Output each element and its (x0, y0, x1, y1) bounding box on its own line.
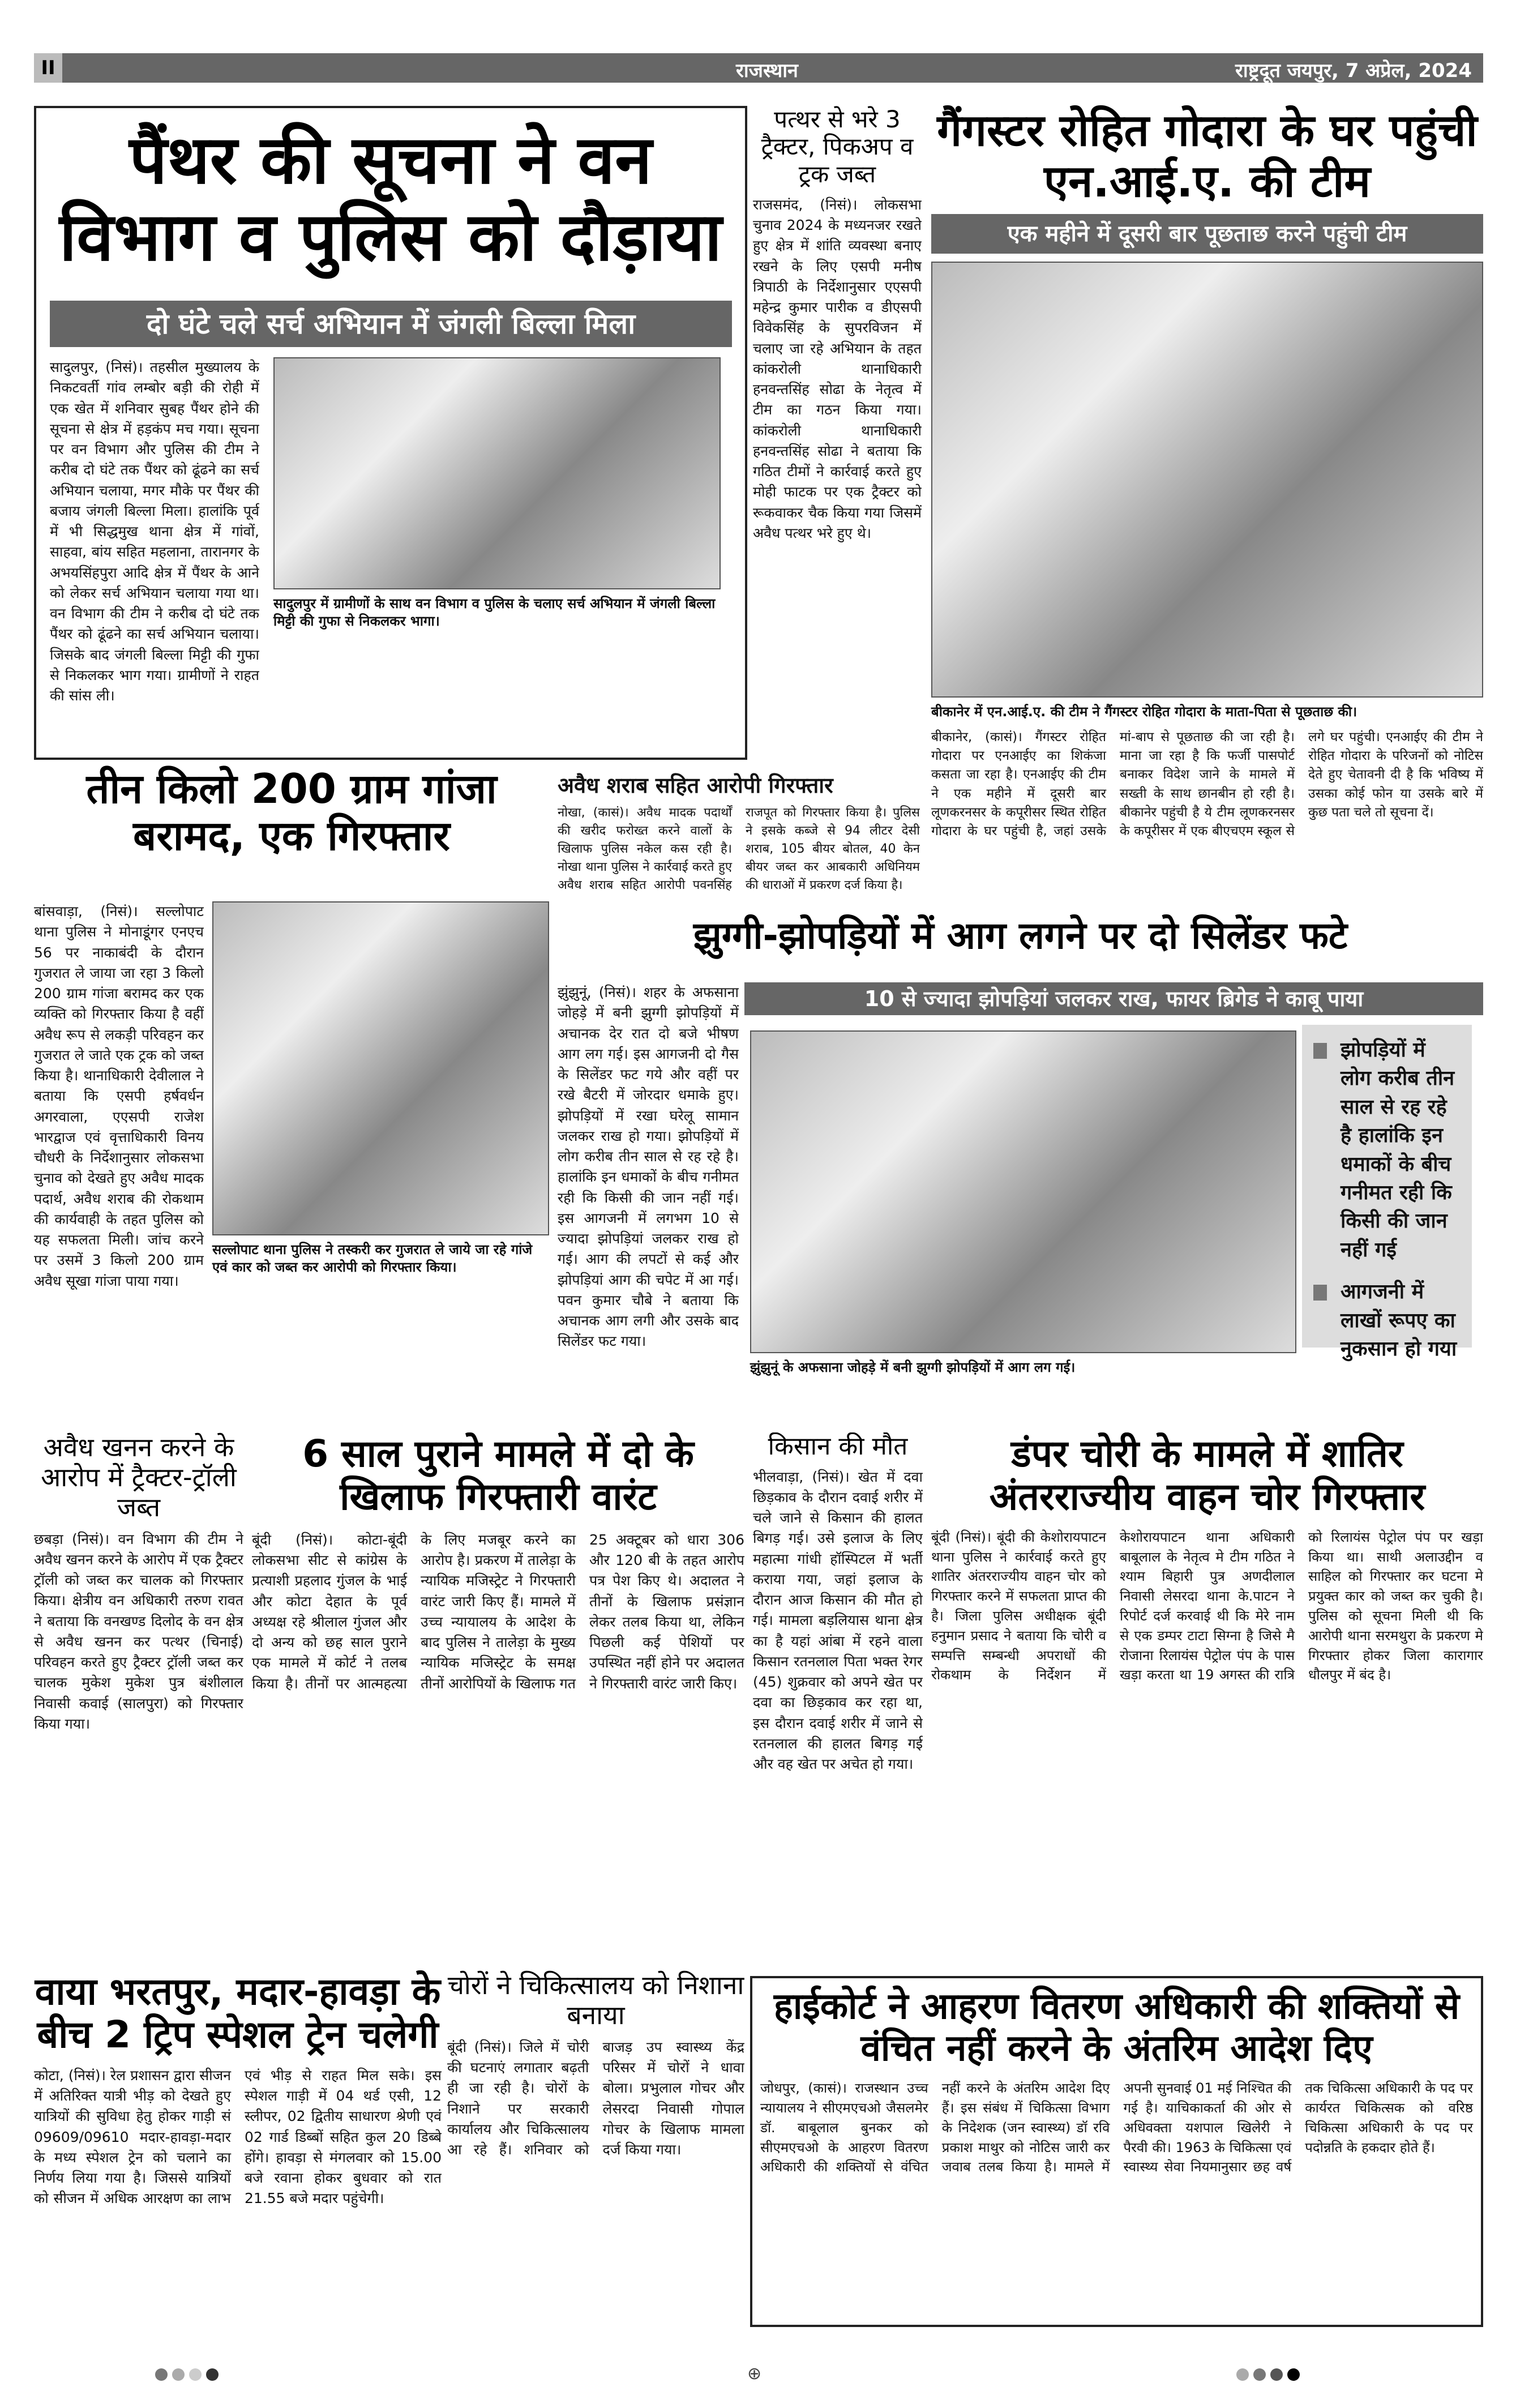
article-panther (34, 106, 747, 760)
article-text: सादुलपुर, (निसं)। तहसील मुख्यालय के निकटवर्ती गांव लम्बोर बड़ी की रोही में एक खेत में शनिवार सुबह पैंथर होने की सूचना से क्षेत्र में हड़कंप मच गया। सूचना पर वन विभाग और पुलिस की टीम ने करीब दो घंटे तक पैंथर को ढूंढने का सर्च अभियान चलाया, मगर मौके पर पैंथर की बजाय जंगली बिल्ला मिला। हालांकि पूर्व में भी सिद्धमुख थाना क्षेत्र में गांवों, साहवा, बांय सहित महलाना, तारानगर के अभयसिंहपुरा आदि क्षेत्र में पैंथर के आने को लेकर सर्च अभियान चलाया गया था। वन विभाग की टीम ने करीब दो घंटे तक पैंथर को ढूंढने का सर्च अभियान चलाया। जिसके बाद जंगली बिल्ला मिट्टी की गुफा से निकलकर भाग गया। ग्रामीणों ने राहत की सांस ली। (50, 359, 259, 704)
article-train (34, 1970, 442, 2327)
headline: पत्थर से भरे 3 ट्रैक्टर, पिकअप व ट्रक जब्त (761, 106, 914, 188)
photo-nia-team (931, 262, 1483, 698)
headline: अवैध खनन करने के आरोप में ट्रैक्टर-ट्रॉली जब्त (41, 1432, 237, 1522)
headline: हाईकोर्ट ने आहरण वितरण अधिकारी की शक्तियों से वंचित नहीं करने के अंतरिम आदेश दिए (773, 1986, 1460, 2069)
highlight-item: झोपड़ियों में लोग करीब तीन साल से रह रहे है हालांकि इन धमाकों के बीच गनीमत रही कि किसी की जान नहीं गई (1313, 1036, 1461, 1264)
article-text: झुंझुनूं, (निसं)। शहर के अफसाना जोहड़े में बनी झुग्गी झोपड़ियों में अचानक देर रात दो बजे भीषण आग लग गई। इस आगजनी दो गैस के सिलेंडर फट गये और वहीं पर रखे बैटरी में जोरदार धमाके हुए। झोपड़ियों में रखा घरेलू सामान जलकर राख हो गया। झोपड़ियों में लोग करीब तीन साल से रह रहे है। हालांकि इन धमाकों के बीच गनीमत रही कि किसी की जान नहीं गई। इस आगजनी में लगभग 10 से ज्यादा झोपड़ियां जलकर राख हो गई। आग की लपटों से कई और झोपड़ियां आग की चपेट में आ गई। पवन कुमार चौबे ने बताया कि अचानक आग लगी और उसके बाद सिलेंडर फट गया। (558, 984, 739, 1350)
page-header (34, 53, 1483, 83)
article-text: कोटा, (निसं)। रेल प्रशासन द्वारा सीजन में अतिरिक्त यात्री भीड़ को देखते हुए यात्रियों की सुविधा हेतु होकर गाड़ी सं 09609/09610 मदार-हावड़ा-मदार के मध्य स्पेशल ट्रेन को चलाने का निर्णय लिया गया है। जिससे यात्रियों को सीजन में अधिक आरक्षण का लाभ एवं भीड़ से राहत मिल सके। इस स्पेशल गाड़ी में 04 थर्ड एसी, 12 स्लीपर, 02 द्वितीय साधारण श्रेणी एवं 02 गार्ड डिब्बों सहित कुल 20 डिब्बे होंगे। हावड़ा से मंगलवार को 15.00 बजे रवाना होकर बुधवार को रात 21.55 बजे मदार पहुंचेगी। (34, 2067, 442, 2207)
headline: किसान की मौत (768, 1432, 908, 1461)
article-text: बूंदी (निसं)। बूंदी की केशोरायपाटन थाना पुलिस ने कार्रवाई करते हुए शातिर अंतरराज्यीय वाहन चोर को गिरफ्तार करने में सफलता प्राप्त की है। जिला पुलिस अधीक्षक बूंदी हनुमान प्रसाद ने बताया कि चोरी व सम्पत्ति सम्बन्धी अपराधों की रोकथाम के निर्देशन में केशोरायपाटन थाना अधिकारी बाबूलाल के नेतृत्व मे टीम गठित ने श्याम बिहारी पुत्र अणदीलाल निवासी लेसरदा थाना के.पाटन ने रिपोर्ट दर्ज करवाई थी कि मेरे नाम से एक डम्पर टाटा सिग्ना है जिसे मै रोजाना रिलायंस पेट्रोल पंप के पास खड़ा करता था 19 अगस्त की रात्रि को रिलायंस पेट्रोल पंप पर खड़ा किया था। साथी अलाउद्दीन व साहिल को गिरफ्तार कर घटना मे प्रयुक्त कार को जब्त कर चुकी है। पुलिस को सूचना मिली थी कि आरोपी थाना सरमथुरा के प्रकरण मे गिरफ्तार होकर जिला कारागार धौलपुर में बंद है। (931, 1529, 1483, 1683)
photo-arrest (212, 901, 549, 1235)
headline: तीन किलो 200 ग्राम गांजा बरामद, एक गिरफ्तार (86, 765, 497, 859)
subheadline: एक महीने में दूसरी बार पूछताछ करने पहुंची टीम (931, 214, 1483, 254)
headline: गैंगस्टर रोहित गोदारा के घर पहुंची एन.आई.ए. की टीम (937, 105, 1478, 207)
crosshair-icon: ⊕ (747, 2364, 762, 2384)
article-text: राजसमंद, (निसं)। लोकसभा चुनाव 2024 के मध्यनजर रखते हुए क्षेत्र में शांति व्यवस्था बनाए रखने के लिए एसपी मनीष त्रिपाठी के निर्देशानुसार एएसपी महेन्द्र कुमार पारीक व डीएसपी विवेकसिंह के सुपरविजन में चलाए जा रहे अभियान के तहत कांकरोली थानाधिकारी हनवन्तसिंह सोढा के नेतृत्व में टीम का गठन किया गया। कांकरोली थानाधिकारी हनवन्तसिंह सोढा ने बताया कि गठित टीमों ने कार्रवाई करते हुए मोही फाटक पर एक ट्रैक्टर को रूकवाकर चैक किया गया जिसमें अवैध पत्थर भरे हुए थे। (753, 196, 922, 541)
article-sharab (558, 770, 920, 912)
article-text: बीकानेर, (कासं)। गैंगस्टर रोहित गोदारा पर एनआईए का शिकंजा कसता जा रहा है। एनआईए की टीम ने एक महीने में दूसरी बार लूणकरनसर के कपूरीसर स्थित रोहित गोदारा के घर पहुंची है, जहां उसके मां-बाप से पूछताछ की जा रही है। माना जा रहा है कि फर्जी पासपोर्ट बनाकर विदेश जाने के मामले में सख्ती के साथ छानबीन हो रही है। बीकानेर पहुंची है ये टीम लूणकरनसर के कपूरीसर में एक बीएचएम स्कूल से लगे घर पहुंची। एनआईए की टीम ने रोहित गोदारा के परिजनों को नोटिस देते हुए चेतावनी दी है कि भविष्य में उसका कोई फोन या उसके बारे में कुछ पता चले तो सूचना दें। (931, 729, 1483, 839)
article-text: छबड़ा (निसं)। वन विभाग की टीम ने अवैध खनन करने के आरोप में एक ट्रैक्टर ट्रॉली को जब्त कर चालक को गिरफ्तार किया। क्षेत्रीय वन अधिकारी तरुण रावत ने बताया कि वनखण्ड दिलोद के वन क्षेत्र से अवैध खनन कर पत्थर (चिनाई) परिवहन करते हुए ट्रैक्टर ट्रॉली जब्त कर चालक मुकेश मुकेश पुत्र बंशीलाल निवासी कवाई (सालपुरा) को गिरफ्तार किया गया। (34, 1530, 243, 1732)
color-dots (153, 2368, 221, 2383)
highlight-item: आगजनी में लाखों रूपए का नुकसान हो गया (1313, 1278, 1461, 1363)
photo-caption: बीकानेर में एन.आई.ए. की टीम ने गैंगस्टर रोहित गोदारा के माता-पिता से पूछताछ की। (931, 704, 1357, 720)
photo-caption: सादुलपुर में ग्रामीणों के साथ वन विभाग व पुलिस के चलाए सर्च अभियान में जंगली बिल्ला मिट्टी की गुफा से निकलकर भागा। (273, 596, 716, 630)
article-body-area (50, 357, 732, 748)
photo-caption: झुंझुनूं के अफसाना जोहड़े में बनी झुग्गी झोपड़ियों में आग लग गई। (750, 1359, 1076, 1375)
article-dumper (931, 1432, 1483, 1956)
headline: वाया भरतपुर, मदार-हावड़ा के बीच 2 ट्रिप स्पेशल ट्रेन चलेगी (35, 1970, 441, 2056)
subheadline: दो घंटे चले सर्च अभियान में जंगली बिल्ला मिला (50, 301, 732, 347)
article-text: भीलवाड़ा, (निसं)। खेत में दवा छिड़काव के दौरान दवाई शरीर में चले जाने से किसान की हालत बिगड़ गई। उसे इलाज के लिए महात्मा गांधी हॉस्पिटल में भर्ती कराया गया, जहां इलाज के दौरान आज किसान की मौत हो गई। मामला बड़लियास थाना क्षेत्र का है यहां आंबा में रहने वाला किसान रतनलाल पिता भक्त रेगर (45) शुक्रवार को अपने खेत पर दवा का छिड़काव कर रहा था, इस दौरान दवाई शरीर में जाने से रतनलाल की हालत बिगड़ गई और वह खेत पर अचेत हो गया। (753, 1468, 923, 1773)
article-text: जोधपुर, (कासं)। राजस्थान उच्च न्यायालय ने सीएमएचओ जैसलमेर डॉ. बाबूलाल बुनकर को सीएमएचओ के आहरण वितरण अधिकारी की शक्तियों से वंचित नहीं करने के अंतरिम आदेश दिए हैं। इस संबंध में चिकित्सा विभाग के निदेशक (जन स्वास्थ्य) डॉ रवि प्रकाश माथुर को नोटिस जारी कर जवाब तलब किया है। मामले में अपनी सुनवाई 01 मई निश्चित की गई है। याचिकाकर्ता की ओर से अधिवक्ता यशपाल खिलेरी ने पैरवी की। 1963 के चिकित्सा एवं स्वास्थ्य सेवा नियमानुसार छह वर्ष तक चिकित्सा अधिकारी के पद पर कार्यरत चिकित्सक को वरिष्ठ चिकित्सा अधिकारी के पद पर पदोन्नति के हकदार होते हैं। (760, 2080, 1473, 2175)
article-text: बांसवाड़ा, (निसं)। सल्लोपाट थाना पुलिस ने मोनाडूंगर एनएच 56 पर नाकाबंदी के दौरान गुजरात ले जाया जा रहा 3 किलो 200 ग्राम गांजा बरामद कर एक व्यक्ति को गिरफ्तार किया है वहीं अवैध रूप से लकड़ी परिवहन कर गुजरात ले जाते एक ट्रक को जब्त किया है। थानाधिकारी देवीलाल ने बताया कि एसपी हर्षवर्धन अगरवाला, एएसपी राजेश भारद्वाज एवं वृत्ताधिकारी विनय चौधरी के निर्देशानुसार लोकसभा चुनाव को देखते हुए अवैध मादक पदार्थ, अवैध शराब की रोकथाम की कार्यवाही के तहत पुलिस को यह सफलता मिली। जांच करने पर उसमें 3 किलो 200 ग्राम अवैध सूखा गांजा पाया गया। (34, 903, 204, 1289)
article-jhuggi (558, 914, 1483, 1424)
color-dots (1234, 2368, 1302, 2383)
headline: डंपर चोरी के मामले में शातिर अंतरराज्यीय वाहन चोर गिरफ्तार (989, 1432, 1425, 1519)
headline: झुग्गी-झोपड़ियों में आग लगने पर दो सिलेंडर फटे (693, 914, 1348, 957)
photo-caption: सल्लोपाट थाना पुलिस ने तस्करी कर गुजरात ले जाये जा रहे गांजे एवं कार को जब्त कर आरोपी को गिरफ्तार किया। (212, 1242, 533, 1276)
article-ganja (34, 765, 549, 1428)
headline: अवैध शराब सहित आरोपी गिरफ्तार (558, 773, 833, 798)
subheadline: 10 से ज्यादा झोपड़ियां जलकर राख, फायर ब्रिगेड ने काबू पाया (744, 982, 1483, 1015)
article-gangster (931, 106, 1483, 916)
headline: 6 साल पुराने मामले में दो के खिलाफ गिरफ्तारी वारंट (302, 1432, 694, 1519)
article-warrant (252, 1432, 744, 1956)
article-text: नोखा, (कासं)। अवैध मादक पदार्थों की खरीद फरोख्त करने वालों के खिलाफ पुलिस नकेल कस रही है। नोखा थाना पुलिस ने कार्रवाई करते हुए अवैध शराब सहित आरोपी पवनसिंह राजपूत को गिरफ्तार किया है। पुलिस ने इसके कब्जे से 94 लीटर देसी शराब, 105 बीयर बोतल, 40 केन बीयर जब्त कर आबकारी अधिनियम की धाराओं में प्रकरण दर्ज किया है। (558, 806, 920, 892)
article-text: बूंदी (निसं)। जिले में चोरी की घटनाएं लगातार बढ़ती ही जा रही है। चोरों के निशाने पर सरकारी कार्यालय और चिकित्सालय आ रहे हैं। शनिवार को बाजड़ उप स्वास्थ्य केंद्र परिसर में चोरों ने धावा बोला। प्रभुलाल गोचर और लेसरदा निवासी गोपाल गोचर के खिलाफ मामला दर्ज किया गया। (447, 2038, 744, 2158)
page-number: II (34, 53, 62, 83)
article-text: बूंदी (निसं)। कोटा-बूंदी लोकसभा सीट से कांग्रेस के प्रत्याशी प्रहलाद गुंजल के भाई और कोटा देहात के पूर्व अध्यक्ष रहे श्रीलाल गुंजल और दो अन्य को छह साल पुराने एक मामले में कोर्ट ने तलब किया है। तीनों पर आत्महत्या के लिए मजबूर करने का आरोप है। प्रकरण में तालेड़ा के न्यायिक मजिस्ट्रेट ने गिरफ्तारी वारंट जारी किए हैं। मामले में उच्च न्यायालय के आदेश के बाद पुलिस ने तालेड़ा के मुख्य न्यायिक मजिस्ट्रेट के समक्ष तीनों आरोपियों के खिलाफ गत 25 अक्टूबर को धारा 306 और 120 बी के तहत आरोप पत्र पेश किए थे। अदालत ने तीनों के खिलाफ प्रसंज्ञान लेकर तलब किया था, लेकिन पिछली कई पेशियों पर उपस्थित नहीं होने पर अदालत ने गिरफ्तारी वारंट जारी किए। (252, 1531, 744, 1692)
article-tractor (753, 106, 922, 757)
dateline: राष्ट्रदूत जयपुर, 7 अप्रेल, 2024 (1235, 59, 1472, 82)
article-kisan (753, 1432, 923, 1956)
photo-burnt-huts (750, 1030, 1296, 1353)
highlights-box (1302, 1025, 1472, 1361)
article-highcourt (750, 1976, 1483, 2327)
headline: चोरों ने चिकित्सालय को निशाना बनाया (447, 1970, 744, 2030)
article-chori (447, 1970, 744, 2327)
article-khanan (34, 1432, 243, 1956)
photo-search-operation (273, 357, 721, 589)
headline: पैंथर की सूचना ने वन विभाग व पुलिस को दौड़ाया (59, 121, 722, 276)
section-name: राजस्थान (736, 59, 798, 82)
registration-marks (0, 2364, 1516, 2386)
